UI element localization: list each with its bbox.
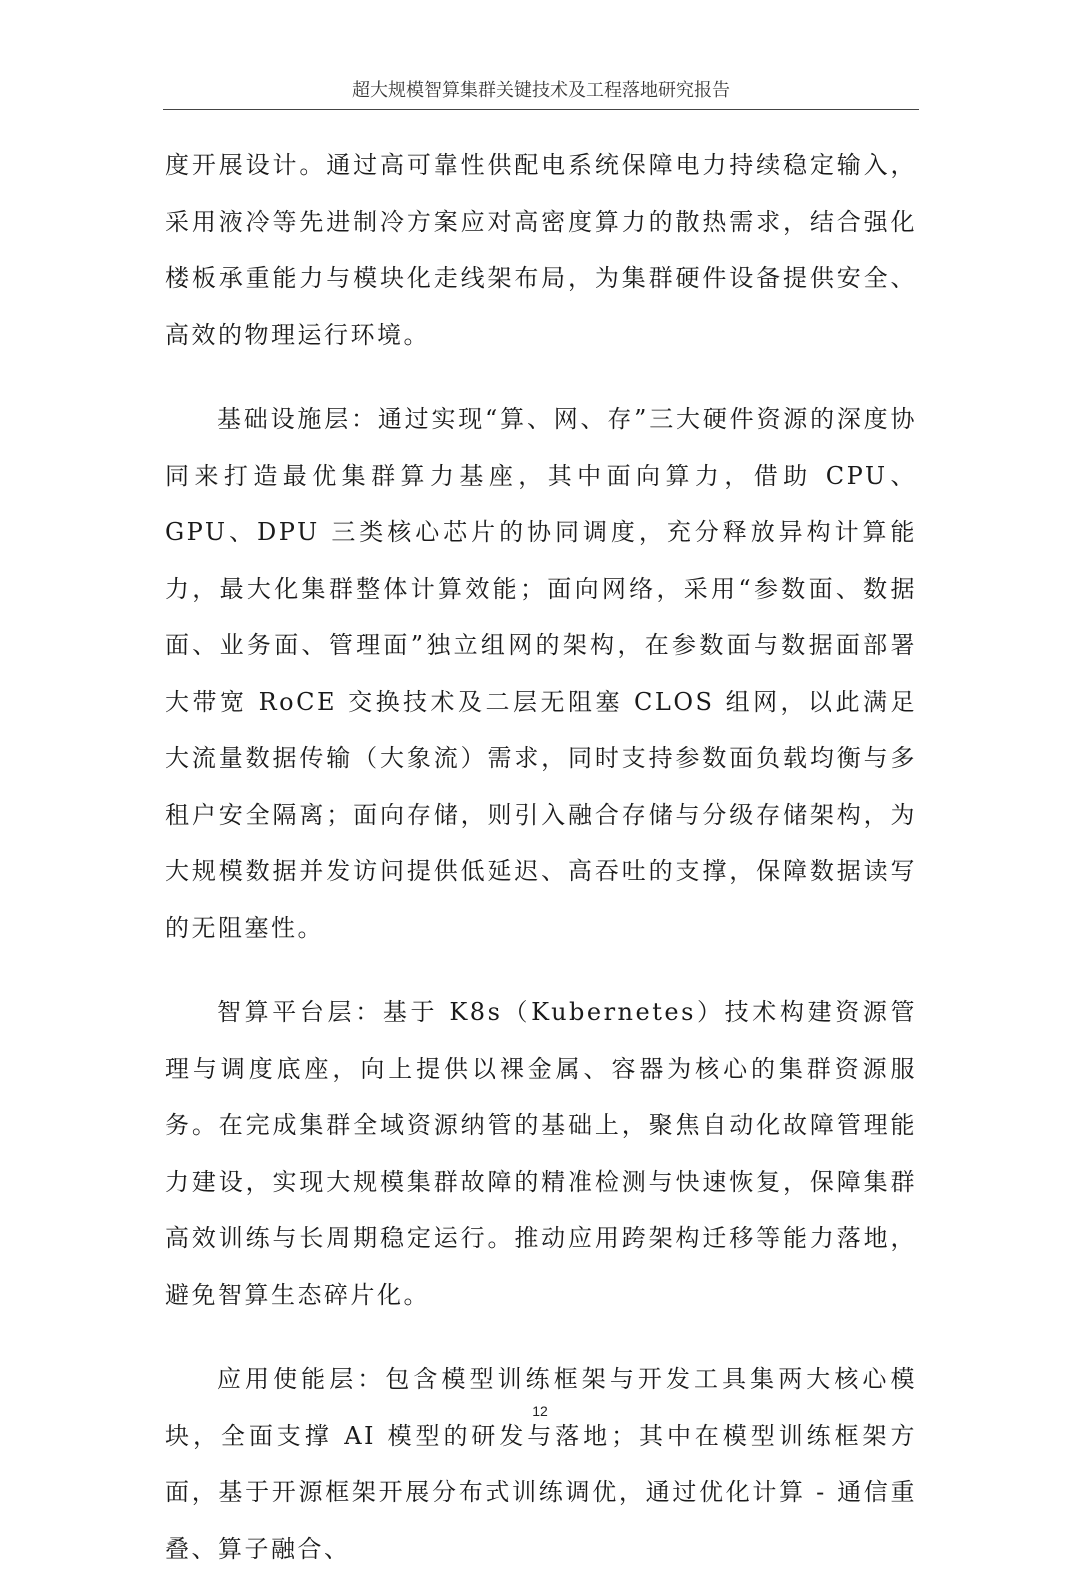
paragraph-application-enablement-layer: 应用使能层：包含模型训练框架与开发工具集两大核心模块，全面支撑 AI 模型的研发与落地；其中在模型训练框架方面，基于开源框架开展分布式训练调优，通过优化计算 - 通信重叠、算子融合、 <box>165 1365 917 1563</box>
paragraph-continuation: 度开展设计。通过高可靠性供配电系统保障电力持续稳定输入，采用液冷等先进制冷方案应对高密度算力的散热需求，结合强化楼板承重能力与模块化走线架布局，为集群硬件设备提供安全、高效的物理运行环境。 <box>165 151 917 349</box>
running-header-title: 超大规模智算集群关键技术及工程落地研究报告 <box>352 80 730 101</box>
paragraph-computing-platform-layer: 智算平台层：基于 K8s（Kubernetes）技术构建资源管理与调度底座，向上提供以裸金属、容器为核心的集群资源服务。在完成集群全域资源纳管的基础上，聚焦自动化故障管理能力建设，实现大规模集群故障的精准检测与快速恢复，保障集群高效训练与长周期稳定运行。推动应用跨架构迁移等能力落地，避免智算生态碎片化。 <box>165 998 917 1309</box>
paragraph-infrastructure-layer: 基础设施层：通过实现“算、网、存”三大硬件资源的深度协同来打造最优集群算力基座，其中面向算力，借助 CPU、GPU、DPU 三类核心芯片的协同调度，充分释放异构计算能力，最大化集群整体计算效能；面向网络，采用“参数面、数据面、业务面、管理面”独立组网的架构，在参数面与数据面部署大带宽 RoCE 交换技术及二层无阻塞 CLOS 组网，以此满足大流量数据传输（大象流）需求，同时支持参数面负载均衡与多租户安全隔离；面向存储，则引入融合存储与分级存储架构，为大规模数据并发访问提供低延迟、高吞吐的支撑，保障数据读写的无阻塞性。 <box>165 405 917 942</box>
page-number: 12 <box>532 1403 548 1419</box>
body-text <box>165 137 917 1577</box>
header-divider <box>163 109 919 110</box>
